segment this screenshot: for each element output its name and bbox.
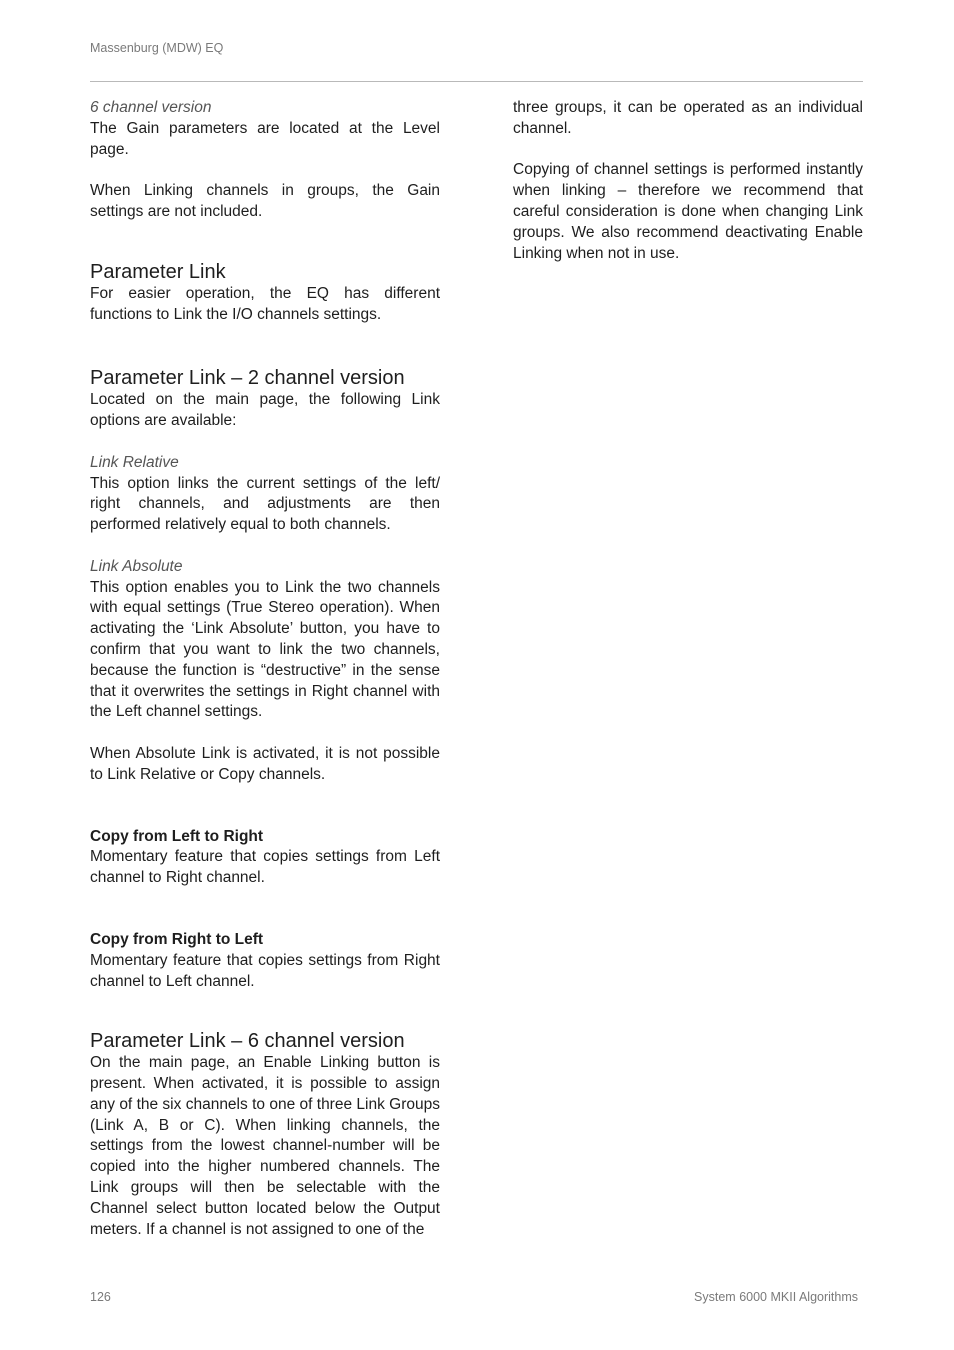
- subheading-link-absolute: Link Absolute: [90, 557, 183, 575]
- footer-title: System 6000 MKII Algorithms: [694, 1290, 858, 1304]
- right-column: [513, 98, 863, 264]
- heading-parameter-link: Parameter Link: [90, 260, 226, 283]
- header-rule: [90, 81, 863, 82]
- subheading-link-relative: Link Relative: [90, 453, 179, 471]
- paragraph: When Absolute Link is activated, it is not possible to Link Relative or Copy channels.: [90, 744, 440, 783]
- heading-parameter-link-6ch: Parameter Link – 6 channel version: [90, 1030, 405, 1053]
- paragraph: Momentary feature that copies settings from Left channel to Right channel.: [90, 848, 440, 887]
- paragraph: Located on the main page, the following Link options are available:: [90, 391, 440, 430]
- heading-copy-right-to-left: Copy from Right to Left: [90, 930, 264, 948]
- left-column: [90, 98, 440, 1240]
- page-number: 126: [90, 1290, 111, 1304]
- paragraph: When Linking channels in groups, the Gain settings are not included.: [90, 182, 440, 220]
- subheading-6-channel: 6 channel version: [90, 99, 212, 116]
- paragraph: three groups, it can be operated as an individual channel.: [513, 99, 863, 137]
- paragraph: The Gain parameters are located at the Level page.: [90, 119, 440, 158]
- running-header: Massenburg (MDW) EQ: [90, 41, 224, 55]
- paragraph: This option links the current settings of the left/ right channels, and adjustments are then performed relatively equal to both channels.: [90, 474, 440, 534]
- heading-parameter-link-2ch: Parameter Link – 2 channel version: [90, 367, 405, 390]
- paragraph: Momentary feature that copies settings from Right channel to Left channel.: [90, 951, 440, 990]
- paragraph: Copying of channel settings is performed instantly when linking – therefore we recommend that careful consideration is done when changing Link groups. We also recommend deactivating Enable Linking when not in use.: [513, 161, 863, 262]
- paragraph: This option enables you to Link the two channels with equal settings (True Stereo operation). When activating the ‘Link Absolute’ button, you have to confirm that you want to link the two channels, because the function is “destructive” in the sense that it overwrites the settings in Right channel with the Left channel settings.: [90, 578, 440, 721]
- paragraph: For easier operation, the EQ has different functions to Link the I/O channels settings.: [90, 284, 440, 323]
- heading-copy-left-to-right: Copy from Left to Right: [90, 827, 264, 845]
- paragraph: On the main page, an Enable Linking button is present. When activated, it is possible to assign any of the six channels to one of three Link Groups (Link A, B or C). When linking channels, the settings from the lowest channel-number will be copied into the higher numbered channels. The Link groups will then be selectable with the Channel select button located below the Output meters. If a channel is not assigned to one of the: [90, 1054, 440, 1238]
